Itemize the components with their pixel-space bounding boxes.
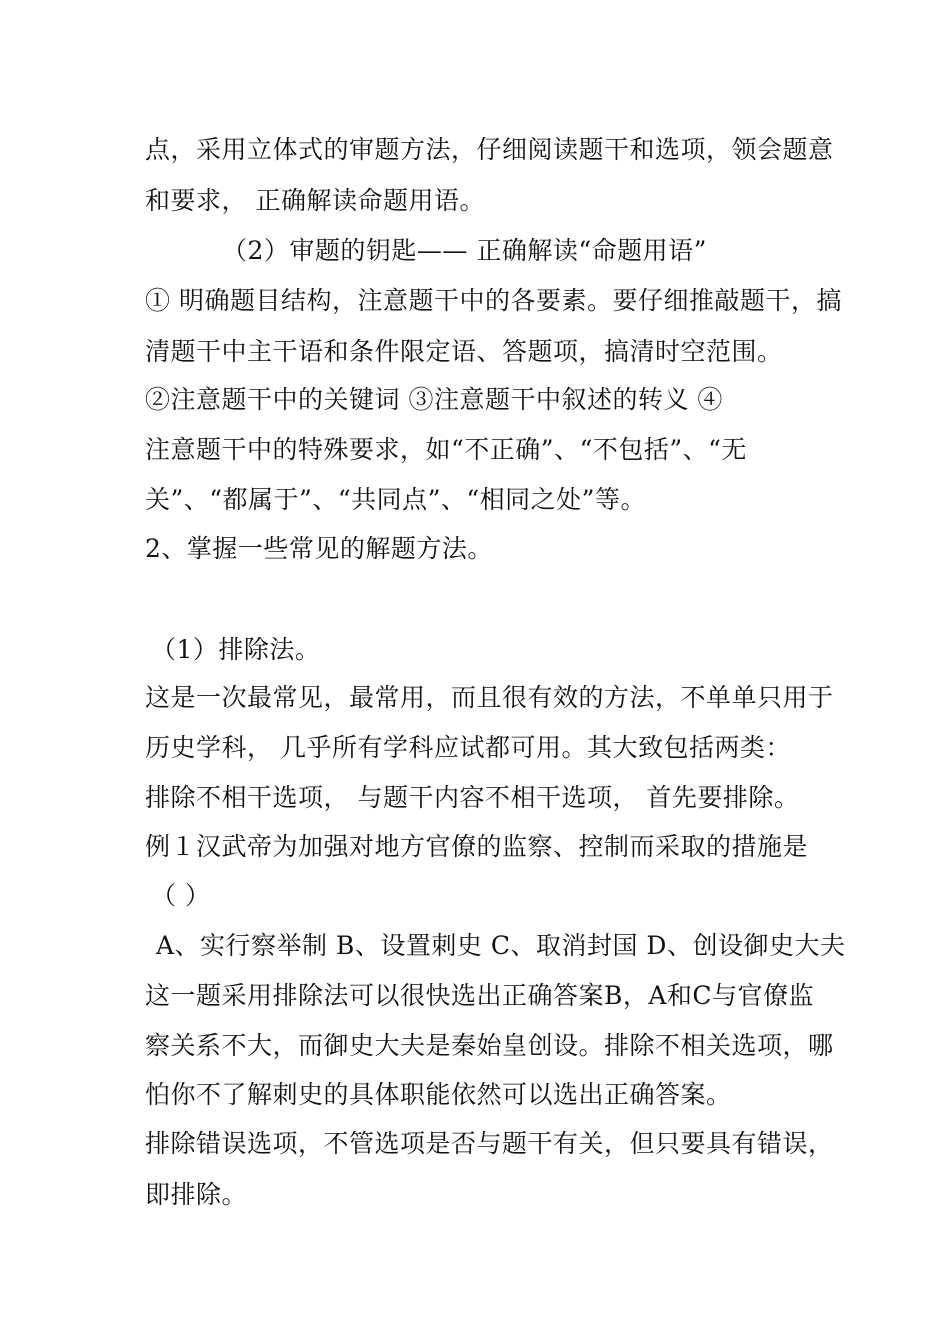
section-heading: （2）审题的钥匙—— 正确解读“命题用语”	[222, 236, 707, 265]
section-heading: 2、掌握一些常见的解题方法。	[145, 534, 493, 563]
text-line: ① 明确题目结构，注意题干中的各要素。要仔细推敲题干，搞	[145, 286, 842, 315]
text-line: 历史学科， 几乎所有学科应试都可用。其大致包括两类：	[145, 733, 791, 762]
text-line: ②注意题干中的关键词 ③注意题干中叙述的转义 ④	[145, 385, 723, 414]
text-line: 和要求， 正确解读命题用语。	[145, 186, 485, 215]
text-line: 察关系不大，而御史大夫是秦始皇创设。排除不相关选项，哪	[145, 1031, 834, 1060]
text-line: 关”、“都属于”、“共同点”、“相同之处”等。	[145, 485, 646, 514]
text-line: 怕你不了解刺史的具体职能依然可以选出正确答案。	[145, 1080, 732, 1109]
text-line: 注意题干中的特殊要求，如“不正确”、“不包括”、“无	[145, 435, 747, 464]
text-line: 清题干中主干语和条件限定语、答题项，搞清时空范围。	[145, 337, 783, 366]
text-line: 这一题采用排除法可以很快选出正确答案B，A和C与官僚监	[145, 981, 815, 1010]
text-line: 即排除。	[145, 1180, 248, 1209]
example-question: 例１汉武帝为加强对地方官僚的监察、控制而采取的措施是	[145, 832, 809, 861]
text-line: 排除不相干选项， 与题干内容不相干选项， 首先要排除。	[145, 783, 800, 812]
text-line: 这是一次最常见，最常用，而且很有效的方法，不单单只用于	[145, 683, 834, 712]
text-line: 排除错误选项，不管选项是否与题干有关，但只要具有错误，	[145, 1129, 834, 1158]
text-line: 点，采用立体式的审题方法，仔细阅读题干和选项，领会题意	[145, 135, 834, 164]
answer-options: A、实行察举制 B、设置刺史 C、取消封国 D、创设御史大夫	[156, 931, 846, 960]
answer-blank: （ ）	[151, 881, 211, 910]
section-heading: （1）排除法。	[151, 635, 321, 664]
